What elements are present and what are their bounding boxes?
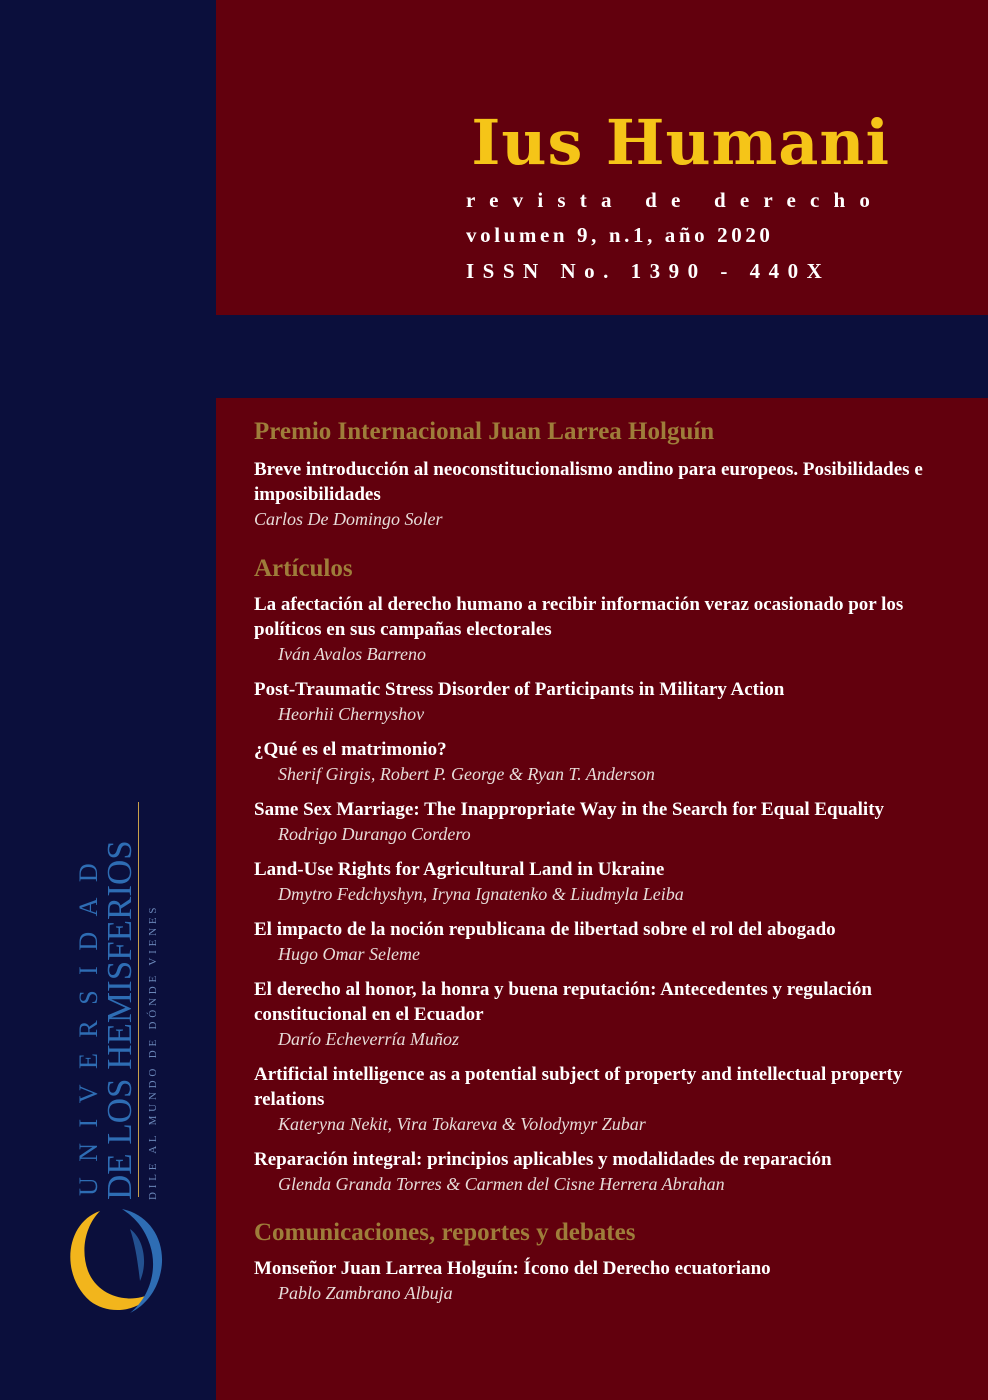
article-title: El derecho al honor, la honra y buena reputación: Antecedentes y regulación constitucional en el Ecuador [254,979,872,1025]
table-of-contents [254,417,954,1305]
article-author: Heorhii Chernyshov [278,704,425,724]
section-heading: Comunicaciones, reportes y debates [254,1219,636,1246]
toc-entry [254,592,954,666]
article-author: Kateryna Nekit, Vira Tokareva & Volodymyr Zubar [278,1114,646,1134]
section-heading: Artículos [254,555,353,582]
university-crest-icon [60,1205,170,1317]
article-author: Iván Avalos Barreno [278,644,426,664]
toc-entry [254,1147,954,1196]
article-title: El impacto de la noción republicana de libertad sobre el rol del abogado [254,919,836,940]
issn-line: ISSN No. 1390 - 440X [466,259,831,283]
university-name-line2: DE LOS HEMISFERIOS [100,840,139,1200]
article-author: Darío Echeverría Muñoz [278,1029,459,1049]
volume-line: volumen 9, n.1, año 2020 [466,223,774,247]
article-author: Glenda Granda Torres & Carmen del Cisne Herrera Abrahan [278,1174,725,1194]
university-tagline: DILE AL MUNDO DE DÓNDE VIENES [147,903,159,1200]
article-title: Reparación integral: principios aplicables y modalidades de reparación [254,1149,832,1170]
article-author: Carlos De Domingo Soler [254,509,443,529]
toc-entry [254,797,954,846]
toc-entry [254,917,954,966]
article-author: Sherif Girgis, Robert P. George & Ryan T. Anderson [278,764,655,784]
article-title: Post-Traumatic Stress Disorder of Participants in Military Action [254,679,785,700]
section-premio [254,417,954,531]
toc-entry [254,857,954,906]
article-title: Monseñor Juan Larrea Holguín: Ícono del Derecho ecuatoriano [254,1258,771,1279]
toc-entry [254,1256,954,1305]
toc-entry [254,737,954,786]
article-title: Land-Use Rights for Agricultural Land in Ukraine [254,859,665,880]
article-title: Same Sex Marriage: The Inappropriate Way in the Search for Equal Equality [254,799,885,820]
toc-entry [254,677,954,726]
journal-subtitle: revista de derecho [466,188,885,212]
toc-entry [254,457,954,531]
article-title: Breve introducción al neoconstitucionalismo andino para europeos. Posibilidades e imposibilidades [254,459,923,505]
university-name-line1: UNIVERSIDAD [74,847,103,1196]
article-title: Artificial intelligence as a potential subject of property and intellectual property relations [254,1064,903,1110]
article-title: ¿Qué es el matrimonio? [254,739,447,760]
article-title: La afectación al derecho humano a recibir información veraz ocasionado por los políticos en sus campañas electorales [254,594,904,640]
section-articulos [254,554,954,1196]
article-author: Rodrigo Durango Cordero [278,824,471,844]
toc-entry [254,977,954,1051]
section-comunicaciones [254,1218,954,1305]
article-author: Dmytro Fedchyshyn, Iryna Ignatenko & Liudmyla Leiba [278,884,684,904]
toc-entry [254,1062,954,1136]
article-author: Pablo Zambrano Albuja [278,1283,453,1303]
journal-title: Ius Humani [471,106,890,179]
section-heading: Premio Internacional Juan Larrea Holguín [254,418,715,445]
article-author: Hugo Omar Seleme [278,944,420,964]
